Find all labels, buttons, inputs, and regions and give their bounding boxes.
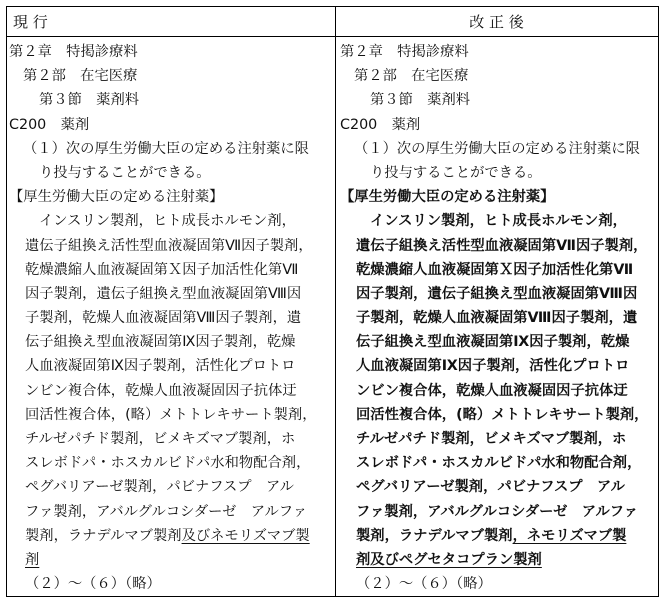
last-line-underlined: ，ネモリズマブ製 (512, 527, 627, 544)
section-heading: 第３節 薬剤料 (370, 92, 471, 109)
list-line: 乾燥濃縮人血液凝固第Ｘ因子加活性化第Ⅶ (25, 261, 299, 278)
list-line: 回活性複合体，(略）メトトレキサート製剤， (25, 406, 317, 423)
item2-6: （２）～（６）（略） (356, 576, 492, 593)
list-line: チルゼパチド製剤，ビメキズマブ製剤，ホ (25, 431, 296, 447)
code-heading: C200 薬剤 (340, 116, 421, 133)
list-line: ファ製剤，アバルグルコシダーゼ アルファ (356, 503, 639, 520)
final-line (9, 548, 329, 572)
list-line-last (340, 524, 656, 548)
part-heading: 第２部 在宅医療 (23, 68, 138, 85)
list-line: インスリン製剤，ヒト成長ホルモン剤， (39, 213, 296, 230)
last-line-underlined: 及びネモリズマブ製 (181, 527, 310, 544)
list-line: スレボドパ・ホスカルビドパ水和物配合剤， (25, 455, 311, 472)
item1-line2: り投与することができる。 (39, 164, 211, 181)
chapter-heading: 第２章 特掲診療料 (340, 44, 469, 60)
list-line: 伝子組換え型血液凝固第Ⅸ因子製剤，乾燥 (25, 334, 296, 351)
list-line: 子製剤，乾燥人血液凝固第Ⅷ因子製剤，遺 (356, 310, 638, 327)
final-line (340, 548, 656, 572)
list-line: 遺伝子組換え活性型血液凝固第Ⅶ因子製剤， (356, 237, 648, 254)
bracket-title: 【厚生労働大臣の定める注射薬】 (9, 189, 224, 206)
column-current (9, 40, 329, 596)
item1-line1: （１）次の厚生労働大臣の定める注射薬に限 (23, 140, 309, 157)
final-line-underlined: 剤 (25, 551, 40, 568)
list-line: 子製剤，乾燥人血液凝固第Ⅷ因子製剤，遺 (25, 310, 302, 327)
bracket-title: 【厚生労働大臣の定める注射薬】 (340, 189, 555, 206)
list-line: インスリン製剤，ヒト成長ホルモン剤， (370, 213, 627, 230)
list-line: 遺伝子組換え活性型血液凝固第Ⅶ因子製剤， (25, 237, 313, 254)
list-line: 人血液凝固第Ⅸ因子製剤，活性化プロトロ (25, 358, 296, 375)
list-line: ペグバリアーゼ製剤，パビナフスプ アル (356, 479, 625, 496)
list-line: ンビン複合体，乾燥人血液凝固因子抗体迂 (25, 382, 297, 399)
list-line: 因子製剤，遺伝子組換え型血液凝固第Ⅷ因 (356, 285, 638, 302)
column-divider (335, 7, 336, 596)
last-line-plain: 製剤，ラナデルマブ製剤 (356, 527, 513, 544)
code-heading: C200 薬剤 (9, 116, 90, 133)
item2-6: （２）～（６）（略） (25, 576, 161, 593)
list-line: 伝子組換え型血液凝固第Ⅸ因子製剤，乾燥 (356, 334, 630, 351)
final-line-underlined: 剤及びペグセタコプラン製剤 (356, 551, 542, 568)
header-revised: 改 正 後 (335, 7, 658, 37)
list-line: ンビン複合体，乾燥人血液凝固因子抗体迂 (356, 382, 628, 399)
part-heading: 第２部 在宅医療 (354, 68, 469, 85)
column-revised (340, 40, 656, 596)
header-current: 現 行 (7, 7, 335, 37)
list-line: ファ製剤，アバルグルコシダーゼ アルファ (25, 503, 308, 520)
list-line: スレボドパ・ホスカルビドパ水和物配合剤， (356, 455, 642, 472)
list-line: ペグバリアーゼ製剤，パビナフスプ アル (25, 479, 294, 496)
list-line: 因子製剤，遺伝子組換え型血液凝固第Ⅷ因 (25, 285, 302, 302)
comparison-table (6, 6, 659, 597)
list-line-last (9, 524, 329, 548)
list-line: チルゼパチド製剤，ビメキズマブ製剤，ホ (356, 431, 627, 447)
item1-line1: （１）次の厚生労働大臣の定める注射薬に限 (354, 140, 640, 157)
list-line: 人血液凝固第Ⅸ因子製剤，活性化プロトロ (356, 358, 630, 375)
last-line-plain: 製剤，ラナデルマブ製剤 (25, 527, 182, 544)
chapter-heading: 第２章 特掲診療料 (9, 44, 138, 60)
section-heading: 第３節 薬剤料 (39, 92, 140, 109)
list-line: 乾燥濃縮人血液凝固第Ｘ因子加活性化第Ⅶ (356, 261, 634, 278)
item1-line2: り投与することができる。 (370, 164, 542, 181)
list-line: 回活性複合体，(略）メトトレキサート製剤， (356, 406, 649, 423)
